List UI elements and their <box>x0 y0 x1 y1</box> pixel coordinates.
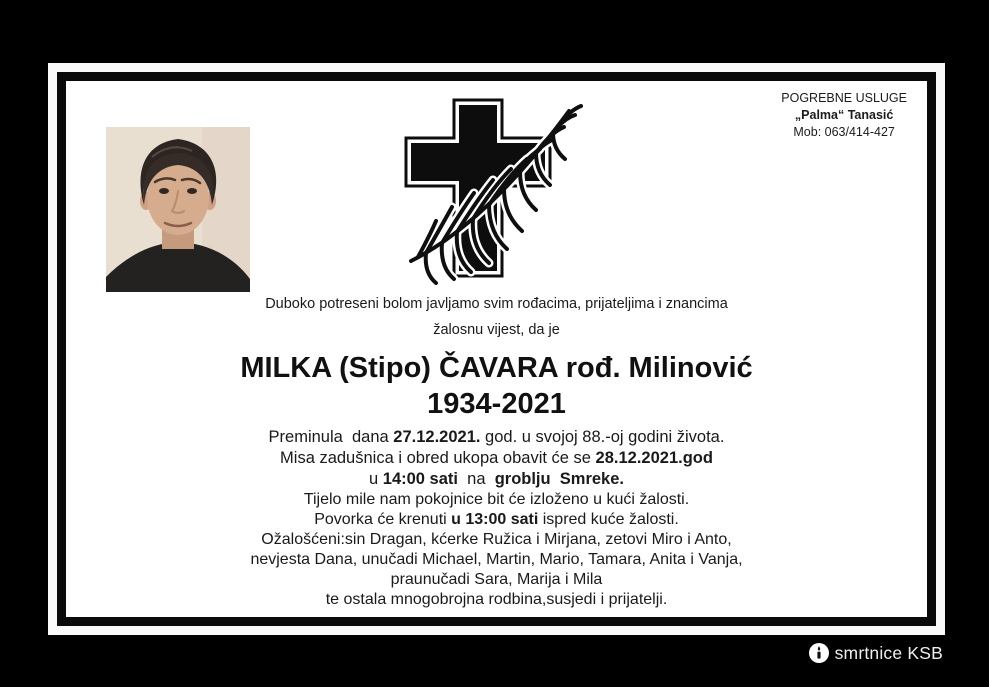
intro-line-1: Duboko potreseni bolom javljamo svim rođacima, prijateljima i znancima <box>265 296 728 312</box>
agency-line-services: POGREBNE USLUGE <box>781 91 907 105</box>
deceased-portrait-photo <box>106 127 250 292</box>
mourners-line-4: te ostala mnogobrojna rodbina,susjedi i prijatelji. <box>325 591 668 608</box>
deceased-years: 1934-2021 <box>427 388 566 420</box>
brand-text: smrtnice KSB <box>834 642 943 663</box>
mourners-line-1: Ožalošćeni:sin Dragan, kćerke Ružica i Mirjana, zetovi Miro i Anto, <box>261 531 732 548</box>
procession-line: Povorka će krenuti u 13:00 sati ispred kuće žalosti. <box>314 511 679 528</box>
announcement-text <box>66 295 927 610</box>
site-watermark <box>809 641 943 665</box>
body-display-line: Tijelo mile nam pokojnice bit će izloženo u kući žalosti. <box>303 491 690 508</box>
agency-line-phone: Mob: 063/414-427 <box>793 125 895 139</box>
deceased-name: MILKA (Stipo) ČAVARA rođ. Milinović <box>240 352 753 384</box>
card-content <box>66 81 927 617</box>
funeral-date-line: Misa zadušnica i obred ukopa obavit će se 28.12.2021.god <box>280 449 713 467</box>
funeral-time-place-line: u 14:00 sati na groblju Smreke. <box>369 470 624 488</box>
cross-and-palm-graphic <box>397 93 597 285</box>
agency-info <box>781 90 907 141</box>
portrait-illustration <box>106 127 250 292</box>
intro-line-2: žalosnu vijest, da je <box>433 322 560 338</box>
obituary-card <box>48 63 945 635</box>
cross-and-palm-icon <box>397 93 597 285</box>
candle-icon <box>809 643 829 663</box>
card-frame <box>57 72 936 626</box>
mourners-line-3: praunučadi Sara, Marija i Mila <box>390 571 603 588</box>
mourners-line-2: nevjesta Dana, unučadi Michael, Martin, Mario, Tamara, Anita i Vanja, <box>250 551 743 568</box>
agency-line-name: „Palma“ Tanasić <box>794 108 894 122</box>
death-date-line: Preminula dana 27.12.2021. god. u svojoj 88.-oj godini života. <box>268 428 725 446</box>
